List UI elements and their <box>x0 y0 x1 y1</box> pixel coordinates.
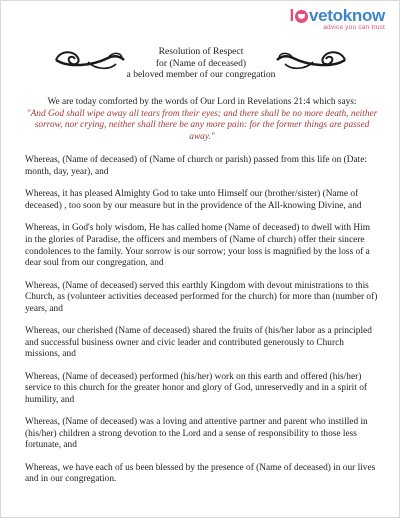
intro-lead: We are today comforted by the words of Our Lord in Revelations 21:4 which says: <box>47 97 357 107</box>
logo-tagline: advice you can trust <box>323 24 385 31</box>
heading-subject: for (Name of deceased) <box>155 57 247 69</box>
lovetoknow-logo[interactable] <box>290 7 385 31</box>
logo-text-vetoknow: vetoknow <box>308 6 385 25</box>
whereas-paragraph-3: Whereas, in God's holy wisdom, He has called home (Name of deceased) to dwell with Him in the glories of Paradise, the officers and members of (Name of church) offer their sincere condolences to the family. Your sorrow is our sorrow; your loss is magnified by the loss of a dear soul from our congregation, and <box>25 223 370 269</box>
whereas-paragraph-4: Whereas, (Name of deceased) served this earthly Kingdom with devout ministrations to this Church, as (volunteer activities deceased performed for the church) for more than (number of) years, and <box>25 280 378 314</box>
heart-icon <box>295 10 308 23</box>
whereas-paragraph-8: Whereas, we have each of us been blessed by the presence of (Name of deceased) in our lives and in our congregation. <box>25 462 376 485</box>
intro-block <box>25 97 379 143</box>
logo-wordmark <box>290 7 385 25</box>
whereas-paragraph-1: Whereas, (Name of deceased) of (Name of church or parish) passed from this life on (Date: month, day, year), and <box>25 155 367 177</box>
whereas-paragraph-6: Whereas, (Name of deceased) performed (his/her) work on this earth and offered (his/her) service to this church for the greater honor and glory of God, unreservedly and in a spirit of humility, and <box>25 371 367 405</box>
whereas-paragraph-5: Whereas, our cherished (Name of deceased) shared the fruits of (his/her labor as a principled and successful business owner and civic leader and contributed generously to Church missions, and <box>25 326 372 360</box>
whereas-paragraph-2: Whereas, it has pleased Almighty God to take unto Himself our (brother/sister) (Name of deceased) , too soon by our measure but in the providence of the All-knowing Divine, and <box>25 189 362 211</box>
logo-text-l: l <box>289 6 294 25</box>
document-body <box>25 97 379 497</box>
scripture-quote: "And God shall wipe away all tears from their eyes; and there shall be no more death, neither sorrow, nor crying, neither shall there be any more pain: for the former things are passed away." <box>26 108 378 142</box>
document-heading <box>101 46 301 81</box>
heading-description: a beloved member of our congregation <box>126 69 276 80</box>
whereas-paragraph-7: Whereas, (Name of deceased) was a loving and attentive partner and parent who instilled in (his/her) children a strong devotion to the Lord and a sense of responsibility to those less fortunate, and <box>25 417 368 451</box>
heading-title: Resolution of Respect <box>158 46 244 57</box>
